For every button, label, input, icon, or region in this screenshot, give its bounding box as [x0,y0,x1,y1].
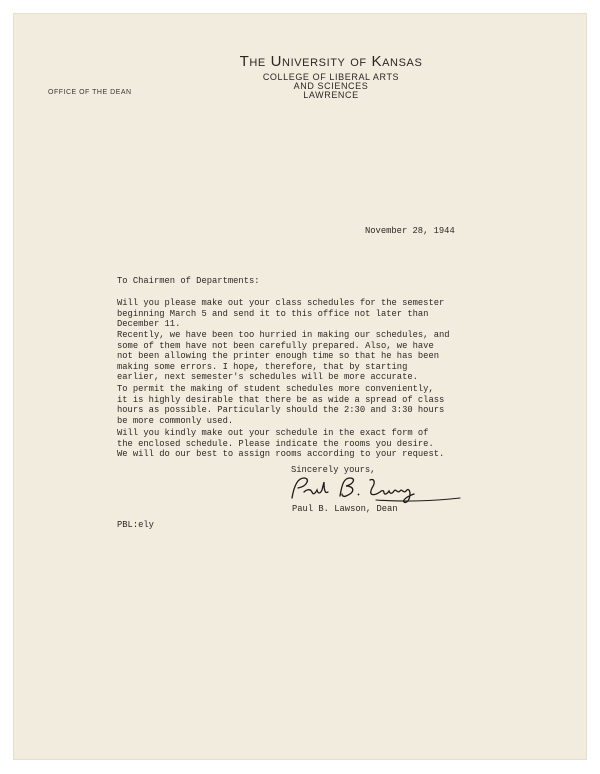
letter-date: November 28, 1944 [365,226,455,236]
city-line: LAWRENCE [303,90,359,100]
signer-name: Paul B. Lawson, Dean [292,504,398,514]
paragraph-4: Will you kindly make out your schedule in the exact form of the enclosed schedule. Please indicate the rooms you desire. We will do our best to assign rooms according to your request. [117,428,445,459]
office-label: OFFICE OF THE DEAN [48,89,132,96]
university-name: The University of Kansas [239,53,423,70]
paragraph-3: To permit the making of student schedules more conveniently, it is highly desirable that there be as wide a spread of class hours as possible. Particularly should the 2:30 and 3:30 hours be more commonly used. [117,384,445,426]
paragraph-1: Will you please make out your class schedules for the semester beginning March 5 and send it to this office not later than December 11. [117,298,445,329]
college-line-1: COLLEGE OF LIBERAL ARTS [262,72,400,82]
paragraph-2: Recently, we have been too hurried in making our schedules, and some of them have not been carefully prepared. Also, we have not been allowing the printer enough time so that he has been making some errors. I hope, therefore, that by starting earlier, next semester's schedules will be more accurate. [117,330,450,382]
closing: Sincerely yours, [291,465,376,475]
handwritten-signature [284,472,464,508]
college-line-2: AND SCIENCES [293,81,369,91]
reference-initials: PBL:ely [117,520,154,530]
salutation: To Chairmen of Departments: [117,276,260,286]
